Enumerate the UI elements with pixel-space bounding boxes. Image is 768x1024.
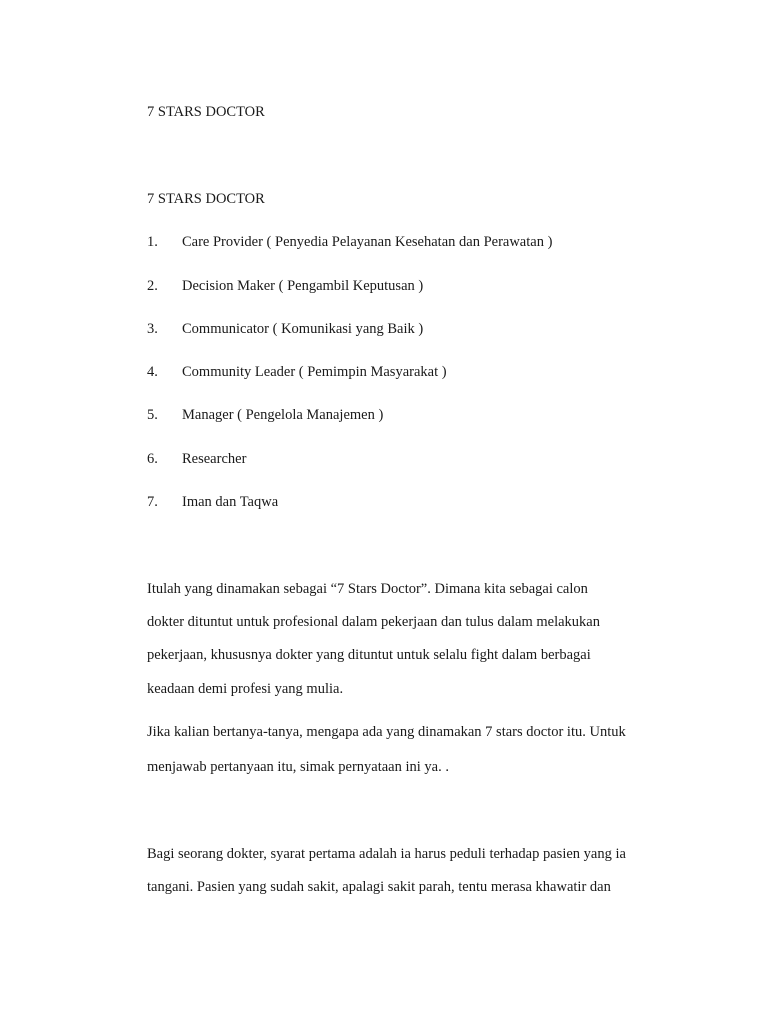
paragraph-line: menjawab pertanyaan itu, simak pernyataan ini ya. . [147,759,449,775]
paragraph-line: tangani. Pasien yang sudah sakit, apalagi sakit parah, tentu merasa khawatir dan [147,879,611,895]
list-item-number: 2. [147,278,158,294]
paragraph-line: Jika kalian bertanya-tanya, mengapa ada yang dinamakan 7 stars doctor itu. Untuk [147,724,626,740]
list-item-text: Care Provider ( Penyedia Pelayanan Kesehatan dan Perawatan ) [182,234,553,250]
list-item-number: 1. [147,234,158,250]
paragraph-line: dokter dituntut untuk profesional dalam pekerjaan dan tulus dalam melakukan [147,614,600,630]
document-title: 7 STARS DOCTOR [147,104,265,120]
list-item-text: Manager ( Pengelola Manajemen ) [182,407,384,423]
list-item-text: Communicator ( Komunikasi yang Baik ) [182,321,424,337]
paragraph-line: Itulah yang dinamakan sebagai “7 Stars Doctor”. Dimana kita sebagai calon [147,581,588,597]
paragraph-line: Bagi seorang dokter, syarat pertama adalah ia harus peduli terhadap pasien yang ia [147,846,626,862]
list-item-text: Researcher [182,451,247,467]
list-item-number: 5. [147,407,158,423]
paragraph-line: keadaan demi profesi yang mulia. [147,681,344,697]
list-item-text: Decision Maker ( Pengambil Keputusan ) [182,278,424,294]
list-item-number: 3. [147,321,158,337]
list-item-number: 6. [147,451,158,467]
list-item-number: 7. [147,494,158,510]
list-heading: 7 STARS DOCTOR [147,191,265,207]
list-item-number: 4. [147,364,158,380]
list-item-text: Community Leader ( Pemimpin Masyarakat ) [182,364,447,380]
paragraph-line: pekerjaan, khususnya dokter yang dituntut untuk selalu fight dalam berbagai [147,647,591,663]
list-item-text: Iman dan Taqwa [182,494,279,510]
